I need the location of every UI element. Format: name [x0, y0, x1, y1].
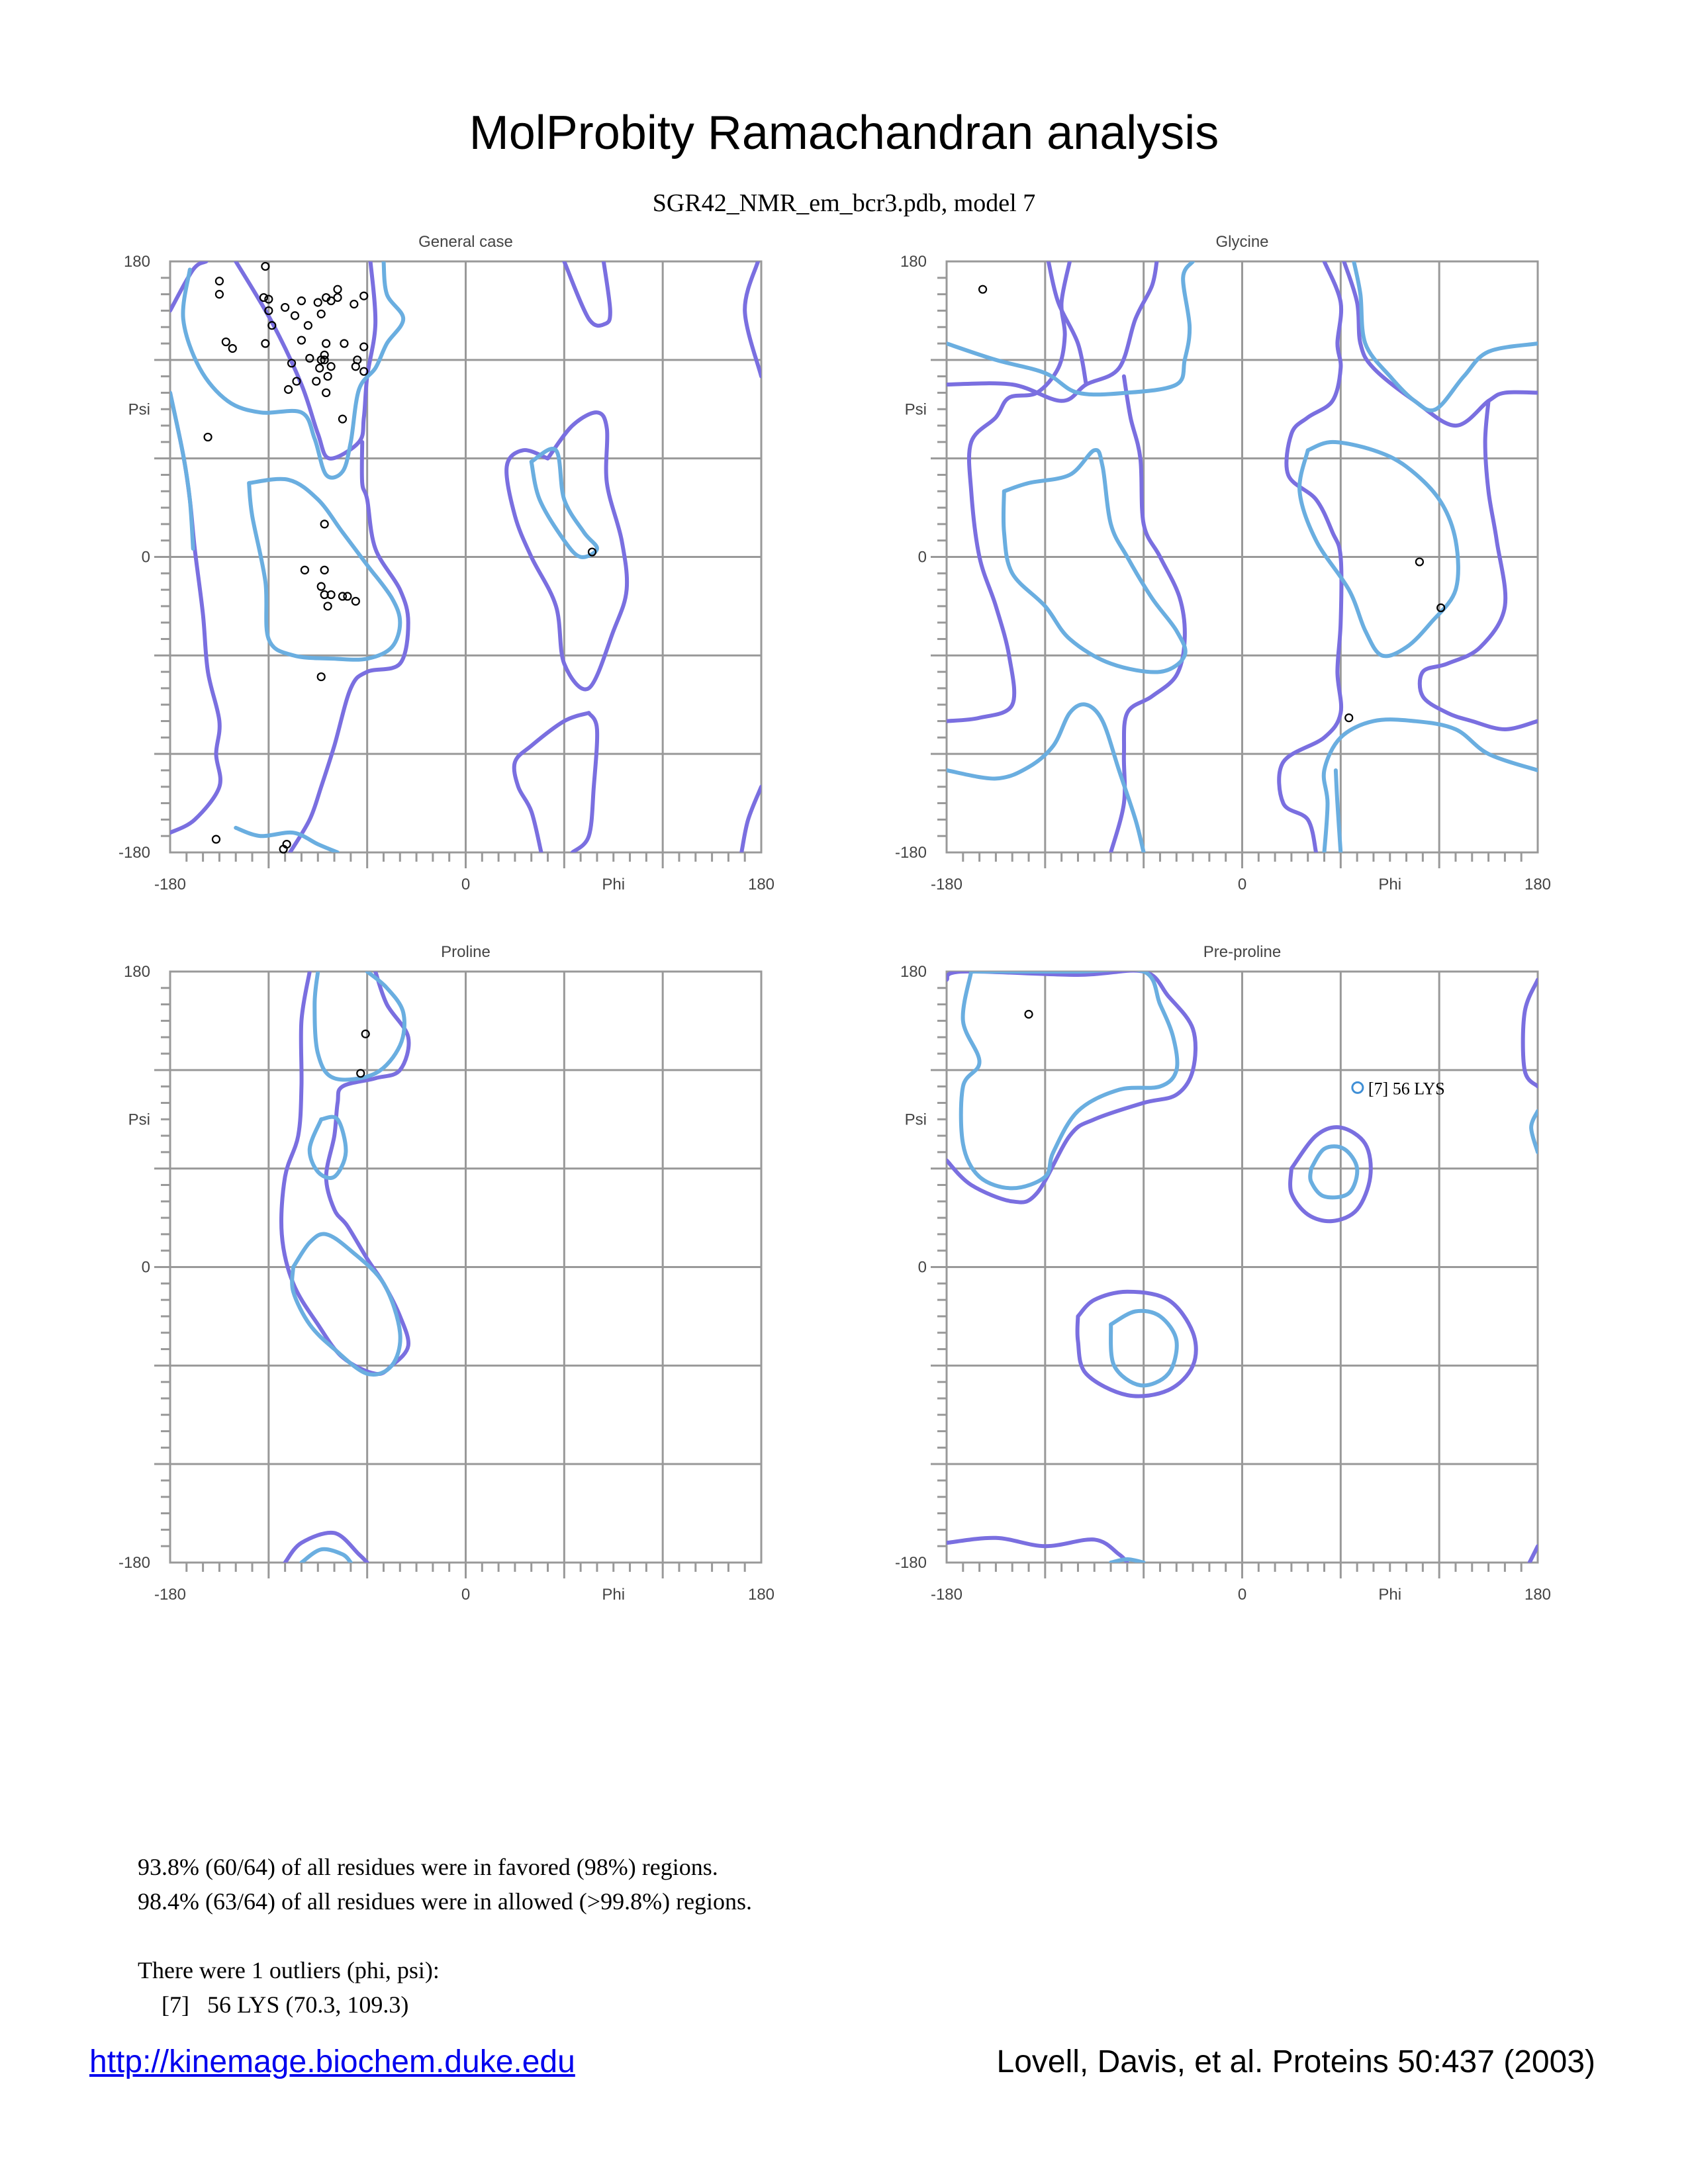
- favored-contour: [292, 1234, 400, 1375]
- residue-point: [222, 338, 230, 345]
- residue-point: [285, 386, 292, 393]
- outlier-line: [7] 56 LYS (70.3, 109.3): [138, 1991, 409, 2018]
- x-tick-label: -180: [154, 1586, 187, 1604]
- plot-title: Pre-proline: [1203, 943, 1282, 961]
- y-tick-label: -180: [118, 1554, 150, 1572]
- residue-point: [298, 297, 305, 304]
- residue-point: [301, 567, 308, 574]
- allowed-contour: [564, 261, 610, 326]
- y-tick-label: -180: [894, 1554, 927, 1572]
- favored-contour: [170, 392, 193, 549]
- residue-point: [312, 378, 320, 385]
- residue-point: [322, 389, 330, 396]
- favored-contour: [1299, 442, 1458, 657]
- x-axis-label: Phi: [1378, 1586, 1402, 1604]
- y-tick-label: 180: [900, 253, 927, 271]
- residue-point: [344, 593, 351, 600]
- allowed-contour: [1530, 1546, 1538, 1563]
- favored-contour: [249, 479, 400, 660]
- favored-contour: [1310, 1146, 1357, 1197]
- x-tick-label: 180: [747, 1586, 775, 1604]
- residue-point: [216, 277, 223, 285]
- residue-point: [305, 322, 312, 329]
- y-tick-label: 180: [123, 963, 150, 981]
- favored-stat: 93.8% (60/64) of all residues were in favored (98%) regions.: [138, 1854, 718, 1880]
- allowed-contour: [506, 412, 627, 689]
- outlier-label: [7] 56 LYS: [1368, 1079, 1445, 1099]
- plot-proline: [118, 943, 774, 1604]
- x-tick-label: 0: [461, 876, 471, 893]
- residue-point: [1345, 714, 1352, 721]
- y-tick-label: 0: [917, 1258, 927, 1277]
- residue-point: [260, 294, 267, 301]
- summary-stats: [138, 1850, 752, 2022]
- x-tick-label: 0: [1237, 1586, 1247, 1604]
- plot-title: Proline: [441, 943, 491, 961]
- allowed-stat: 98.4% (63/64) of all residues were in allowed (>99.8%) regions.: [138, 1888, 753, 1915]
- allowed-contour: [281, 972, 408, 1374]
- x-tick-label: 180: [1524, 1586, 1552, 1604]
- plot-pre-proline: [895, 943, 1551, 1604]
- allowed-contour: [1344, 261, 1538, 426]
- x-tick-label: 180: [1524, 876, 1552, 893]
- favored-contour: [301, 1549, 351, 1563]
- outlier-point: [1352, 1082, 1363, 1093]
- plot-general-case: [118, 233, 774, 893]
- residue-point: [281, 304, 289, 311]
- favored-contour: [1324, 719, 1538, 852]
- x-tick-label: -180: [930, 876, 963, 893]
- residue-point: [334, 286, 342, 293]
- residue-point: [324, 602, 332, 610]
- y-axis-label: Psi: [128, 400, 150, 419]
- x-axis-label: Phi: [602, 876, 626, 893]
- residue-point: [212, 836, 220, 843]
- favored-contour: [314, 972, 404, 1079]
- x-axis-label: Phi: [602, 1586, 626, 1604]
- residue-point: [318, 583, 325, 590]
- residue-point: [316, 365, 323, 372]
- y-axis-label: Psi: [904, 400, 927, 419]
- residue-point: [291, 312, 299, 319]
- allowed-contour: [1420, 401, 1538, 729]
- residue-point: [340, 340, 348, 347]
- page-subtitle: SGR42_NMR_em_bcr3.pdb, model 7: [652, 189, 1036, 217]
- plot-glycine: [895, 233, 1551, 893]
- residue-point: [298, 337, 305, 344]
- y-tick-label: 0: [917, 548, 927, 567]
- favored-contour: [1004, 450, 1186, 672]
- y-axis-label: Psi: [904, 1111, 927, 1129]
- residue-point: [318, 310, 325, 318]
- residue-point: [321, 567, 328, 574]
- y-tick-label: 0: [141, 1258, 150, 1277]
- y-tick-label: -180: [894, 844, 927, 862]
- kinemage-link[interactable]: http://kinemage.biochem.duke.edu: [89, 2044, 575, 2079]
- residue-point: [979, 286, 986, 293]
- y-axis-label: Psi: [128, 1111, 150, 1129]
- citation: Lovell, Davis, et al. Proteins 50:437 (2003): [996, 2044, 1595, 2079]
- residue-point: [322, 340, 330, 347]
- allowed-contour: [573, 713, 597, 852]
- residue-point: [328, 363, 335, 370]
- allowed-contour: [947, 1538, 1127, 1563]
- allowed-contour: [514, 713, 589, 852]
- residue-point: [1025, 1011, 1033, 1018]
- y-tick-label: -180: [118, 844, 150, 862]
- plot-title: Glycine: [1215, 233, 1269, 251]
- residue-point: [318, 673, 325, 680]
- residue-point: [324, 373, 332, 380]
- x-tick-label: 0: [461, 1586, 471, 1604]
- residue-point: [350, 300, 357, 308]
- residue-point: [205, 433, 212, 441]
- x-tick-label: -180: [154, 876, 187, 893]
- y-tick-label: 180: [900, 963, 927, 981]
- plot-title: General case: [418, 233, 513, 251]
- residue-point: [1416, 558, 1423, 565]
- residue-point: [229, 345, 236, 352]
- allowed-contour: [741, 787, 761, 852]
- favored-contour: [1354, 261, 1538, 410]
- residue-point: [314, 299, 322, 306]
- y-tick-label: 180: [123, 253, 150, 271]
- x-axis-label: Phi: [1378, 876, 1402, 893]
- favored-contour: [961, 969, 1178, 1188]
- residue-point: [339, 416, 346, 423]
- x-tick-label: -180: [930, 1586, 963, 1604]
- residue-point: [321, 520, 328, 527]
- x-tick-label: 180: [747, 876, 775, 893]
- outliers-header: There were 1 outliers (phi, psi):: [138, 1957, 440, 1983]
- page-title: MolProbity Ramachandran analysis: [469, 107, 1219, 159]
- x-tick-label: 0: [1237, 876, 1247, 893]
- residue-point: [216, 291, 223, 298]
- residue-point: [352, 598, 359, 605]
- y-tick-label: 0: [141, 548, 150, 567]
